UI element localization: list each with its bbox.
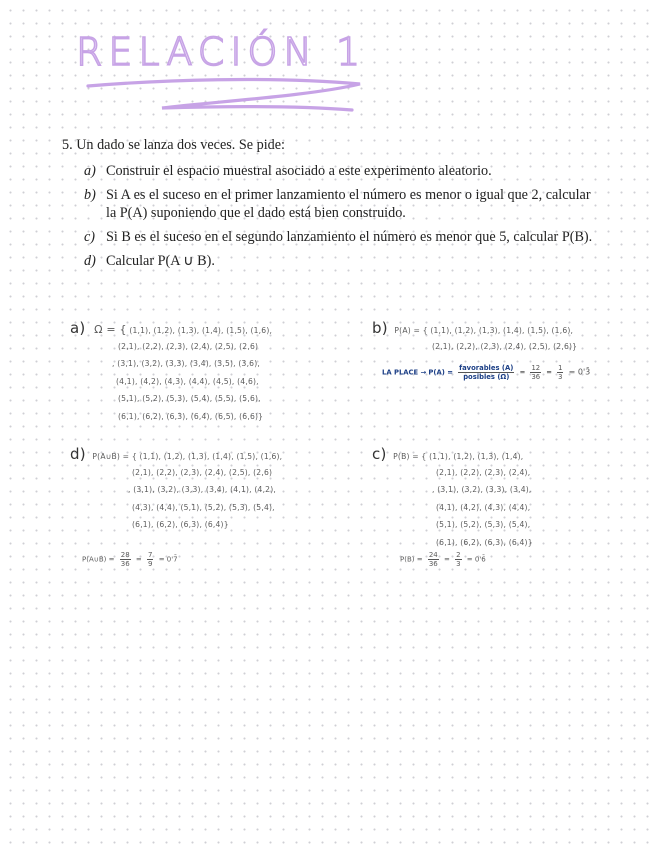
set-line: , (3,1), (3,2), (3,3), (3,4), (3,5), (3,6), <box>112 359 260 368</box>
frac-num: favorables (A) <box>459 364 514 372</box>
item-text: Si A es el suceso en el primer lanzamiento el número es menor o igual que 2, calcular la P(A) suponiendo que el dado está bien construido. <box>106 187 591 221</box>
answer-a <box>70 320 272 425</box>
frac-den: 9 <box>148 560 153 568</box>
frac-num: 1 <box>558 364 563 372</box>
part-label-c: c) <box>372 445 387 463</box>
fraction-12-36 <box>530 364 541 381</box>
problem-statement <box>62 136 602 276</box>
answer-b <box>372 320 577 355</box>
set-line: (4,3), (4,4), (5,1), (5,2), (5,3), (5,4), <box>132 502 275 512</box>
result-prefix: P(B) = <box>400 555 423 564</box>
answer-c <box>372 446 533 551</box>
set-head: P(A∪B) = { <box>92 452 137 461</box>
item-text: Construir el espacio muestral asociado a este experimento aleatorio. <box>106 163 492 179</box>
result-prefix: P(A∪B) = <box>82 555 115 564</box>
fraction-24-36 <box>428 551 439 568</box>
frac-num: 2 <box>456 551 461 559</box>
item-text: Si B es el suceso en el segundo lanzamiento el número es menor que 5, calcular P(B). <box>106 229 593 245</box>
set-line: (4,1), (4,2), (4,3), (4,4), <box>436 502 531 512</box>
item-text: Calcular P(A ∪ B). <box>106 253 215 269</box>
statement-item-b <box>62 186 602 222</box>
result-d <box>82 551 178 568</box>
set-line: (5,1), (5,2), (5,3), (5,4), (5,5), (5,6), <box>118 394 261 403</box>
result-c <box>400 551 486 568</box>
set-line: , (3,1), (3,2), (3,3), (3,4), <box>432 485 532 494</box>
title-block <box>70 24 370 104</box>
item-label: b) <box>84 187 96 203</box>
result-decimal: = 0'3̄ <box>568 367 591 377</box>
frac-den: 36 <box>120 560 130 568</box>
statement-item-c <box>62 228 602 246</box>
part-label-b: b) <box>372 319 388 337</box>
set-line: (1,1), (1,2), (1,3), (1,4), <box>429 452 524 461</box>
laplace-formula <box>382 364 590 381</box>
fraction-1-3 <box>557 364 563 381</box>
set-line: (2,1), (2,2), (2,3), (2,4), (2,5), (2,6)} <box>432 341 578 351</box>
equals: = <box>135 555 142 564</box>
equals: = <box>443 555 450 564</box>
set-line: (6,1), (6,2), (6,3), (6,4)} <box>436 537 533 547</box>
omega-symbol: Ω = { <box>94 323 127 336</box>
part-label-d: d) <box>70 445 86 463</box>
frac-den: 36 <box>428 560 438 568</box>
frac-num: 28 <box>120 551 130 559</box>
frac-num: 24 <box>428 551 438 559</box>
item-label: a) <box>84 163 96 179</box>
result-decimal: = 0'7̄ <box>158 555 178 564</box>
fraction-7-9 <box>147 551 153 568</box>
frac-den: 3 <box>558 373 563 381</box>
item-label: d) <box>84 253 96 269</box>
set-line: (5,1), (5,2), (5,3), (5,4), <box>436 520 531 529</box>
result-decimal: = 0'6̄ <box>466 555 486 564</box>
set-line: (6,1), (6,2), (6,3), (6,4)} <box>132 520 229 529</box>
set-head: P(B) = { <box>393 452 427 461</box>
equals: = <box>546 368 552 377</box>
answer-d <box>70 446 282 534</box>
item-label: c) <box>84 229 96 245</box>
set-line: (1,1), (1,2), (1,3), (1,4), (1,5), (1,6), <box>139 452 283 461</box>
equals: = <box>519 368 526 377</box>
set-head: P(A) = { <box>394 326 428 335</box>
fraction-2-3 <box>455 551 461 568</box>
frac-den: 3 <box>456 560 461 568</box>
frac-den: posibles (Ω) <box>463 373 510 381</box>
fraction-28-36 <box>120 551 131 568</box>
frac-num: 7 <box>148 551 153 559</box>
laplace-label: LA PLACE → <box>382 368 427 377</box>
page-title: RELACIÓN 1 <box>76 30 367 74</box>
set-line: (2,1), (2,2), (2,3), (2,4), (2,5), (2,6) <box>118 341 259 351</box>
set-line: (4,1), (4,2), (4,3), (4,4), (4,5), (4,6), <box>116 376 259 386</box>
set-line: (2,1), (2,2), (2,3), (2,4), <box>436 467 531 477</box>
laplace-fraction <box>458 364 514 381</box>
set-line: (1,1), (1,2), (1,3), (1,4), (1,5), (1,6), <box>129 326 273 335</box>
statement-item-a <box>62 162 602 180</box>
set-line: (6,1), (6,2), (6,3), (6,4), (6,5), (6,6)} <box>118 411 264 421</box>
set-line: , (3,1), (3,2), (3,3), (3,4), (4,1), (4,2), <box>128 485 276 494</box>
statement-item-d <box>62 252 602 270</box>
pa-label: P(A) = <box>428 368 453 377</box>
part-label-a: a) <box>70 319 86 337</box>
title-underline <box>70 76 370 126</box>
set-line: (1,1), (1,2), (1,3), (1,4), (1,5), (1,6), <box>430 326 574 335</box>
set-line: (2,1), (2,2), (2,3), (2,4), (2,5), (2,6) <box>132 467 273 477</box>
frac-den: 36 <box>531 373 541 381</box>
frac-num: 12 <box>531 364 541 372</box>
problem-header: 5. Un dado se lanza dos veces. Se pide: <box>62 137 285 153</box>
